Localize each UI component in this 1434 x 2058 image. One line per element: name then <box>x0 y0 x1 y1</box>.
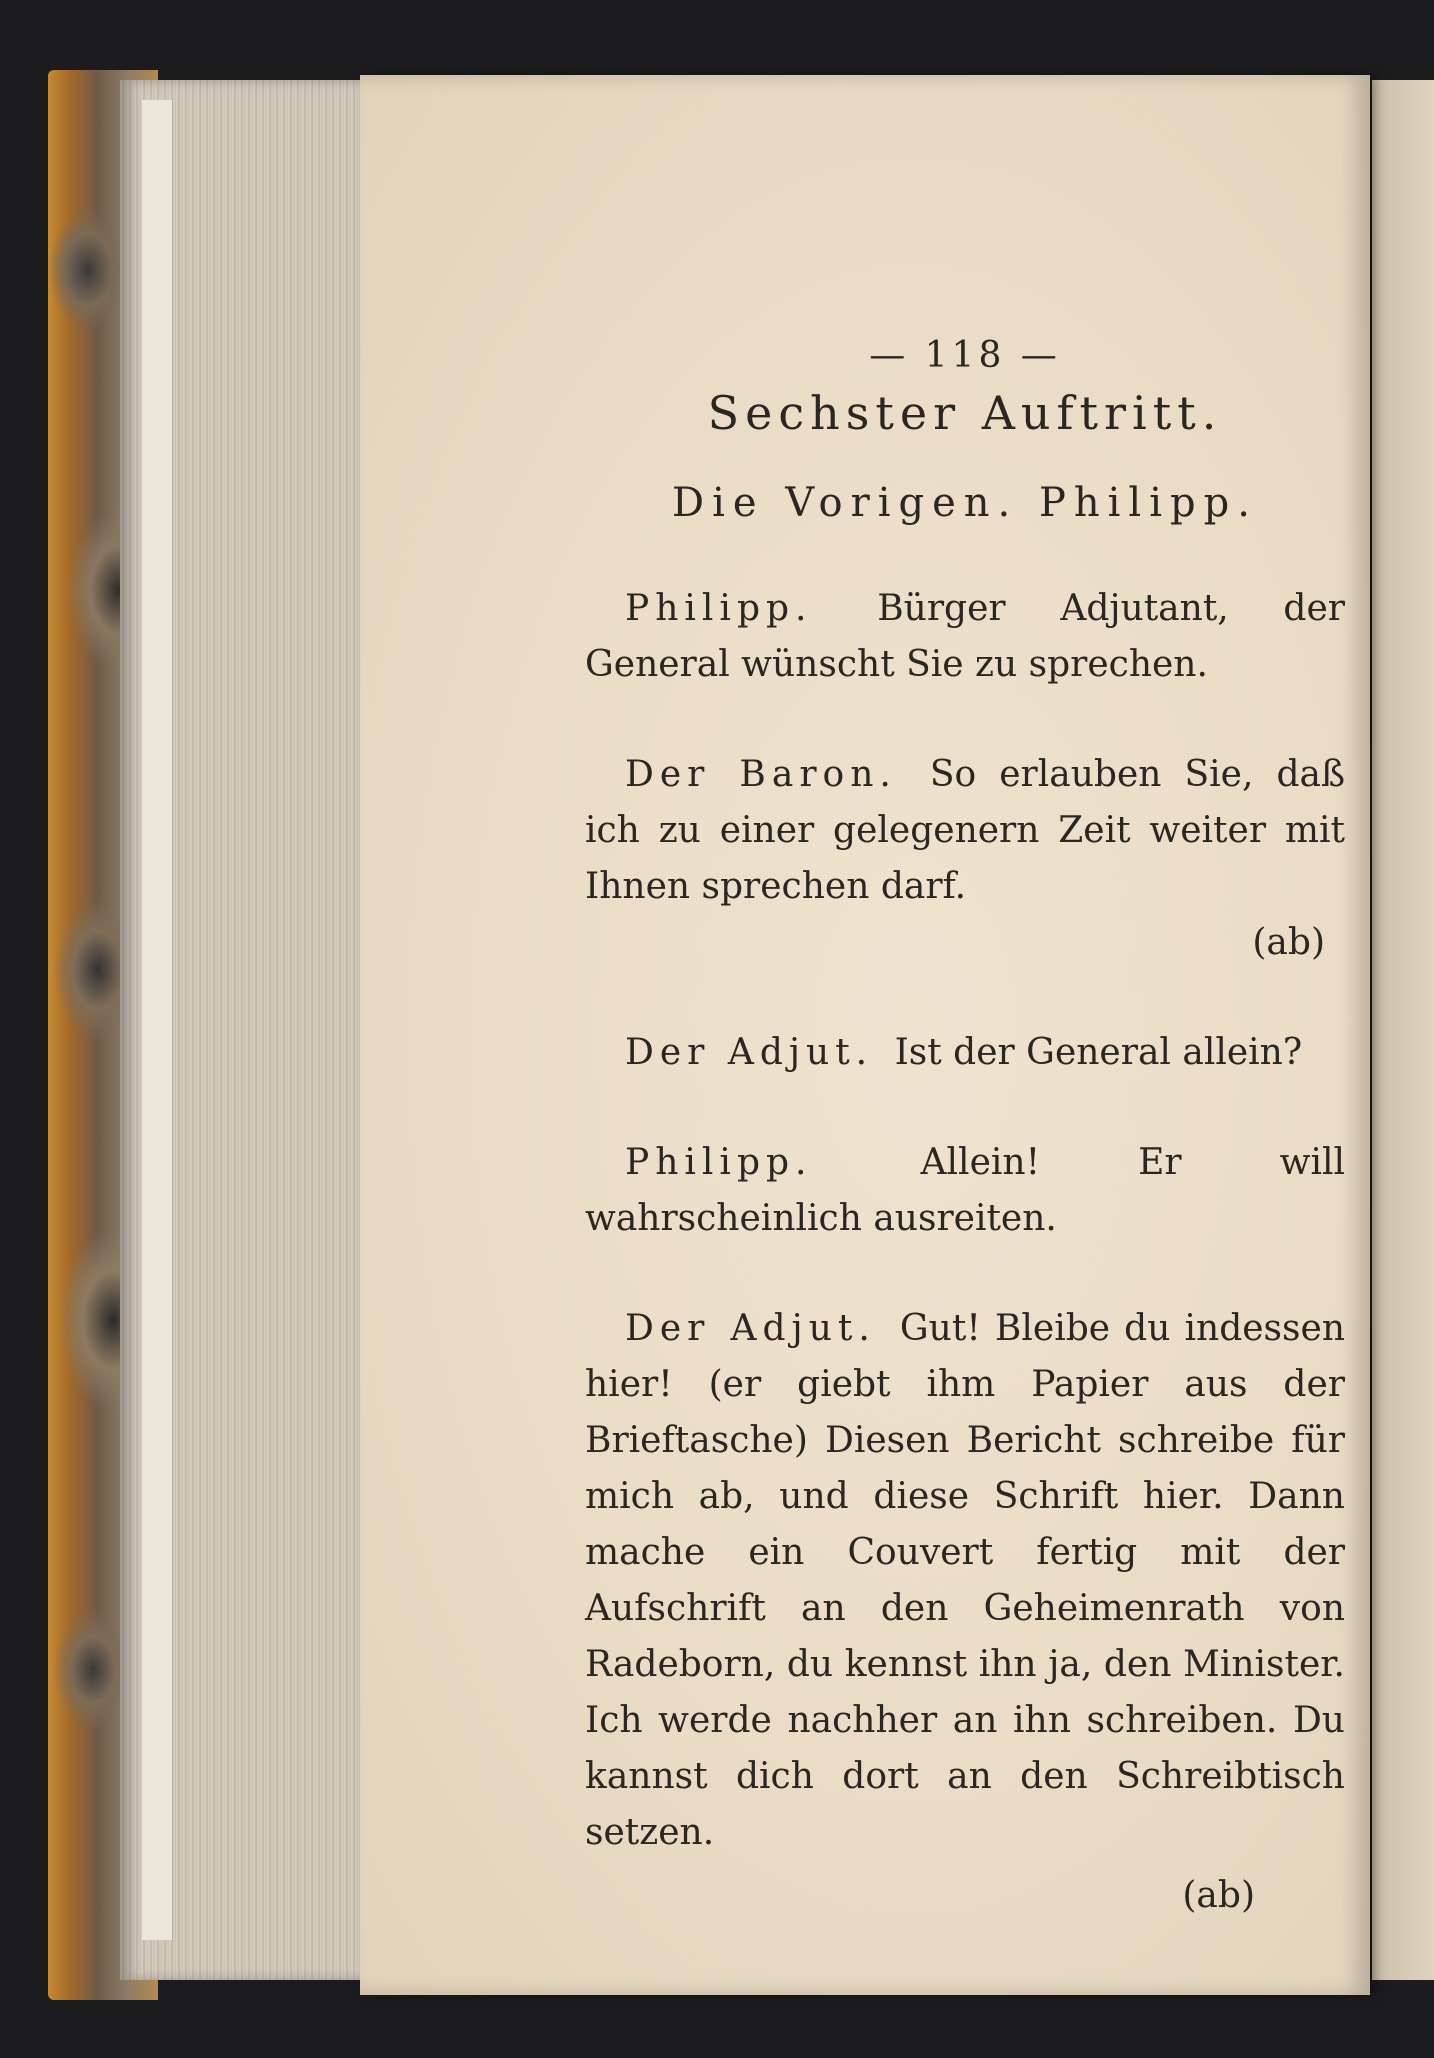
cast-line: Die Vorigen. Philipp. <box>672 480 1258 526</box>
speech-text: So erlauben Sie, daß ich zu einer gelegenern Zeit weiter mit Ihnen sprechen darf. <box>585 754 1345 907</box>
book-page <box>360 75 1370 1995</box>
speaker-name: Der Adjut. <box>625 1032 874 1073</box>
speaker-name: Der Adjut. <box>625 1308 876 1349</box>
exit-direction: (ab) <box>1182 1875 1255 1916</box>
speaker-name: Philipp. <box>625 588 813 629</box>
page-edge-highlight <box>142 100 173 1940</box>
speech-2 <box>585 747 1345 971</box>
speech-4 <box>585 1135 1345 1247</box>
page-text <box>585 255 1345 1916</box>
speech-1 <box>585 581 1345 693</box>
speech-text: Allein! Er will wahrscheinlich ausreiten. <box>585 1142 1345 1239</box>
page-number: — 118 — <box>869 335 1061 376</box>
speech-5 <box>585 1301 1345 1861</box>
speaker-name: Philipp. <box>625 1142 813 1183</box>
next-page-edge <box>1372 80 1434 1980</box>
speaker-name: Der Baron. <box>625 754 897 795</box>
scene-title: Sechster Auftritt. <box>707 386 1223 440</box>
speech-text: Gut! Bleibe du indessen hier! (er giebt ihm Papier aus der Brieftasche) Diesen Bericht schreibe für mich ab, und diese Schrift hier. Dann mache ein Couvert fertig mit der Aufschrift an den Geheimenrath von Radeborn, du kennst ihn ja, den Minister. Ich werde nachher an ihn schreiben. Du kannst dich dort an den Schreibtisch setzen. <box>585 1308 1345 1853</box>
speech-3 <box>585 1025 1345 1081</box>
page-stack-edge <box>120 80 365 1980</box>
speech-text: Bürger Adjutant, der General wünscht Sie zu sprechen. <box>585 588 1345 685</box>
stage-direction: (ab) <box>1252 922 1325 963</box>
speech-text: Ist der General allein? <box>894 1032 1303 1073</box>
